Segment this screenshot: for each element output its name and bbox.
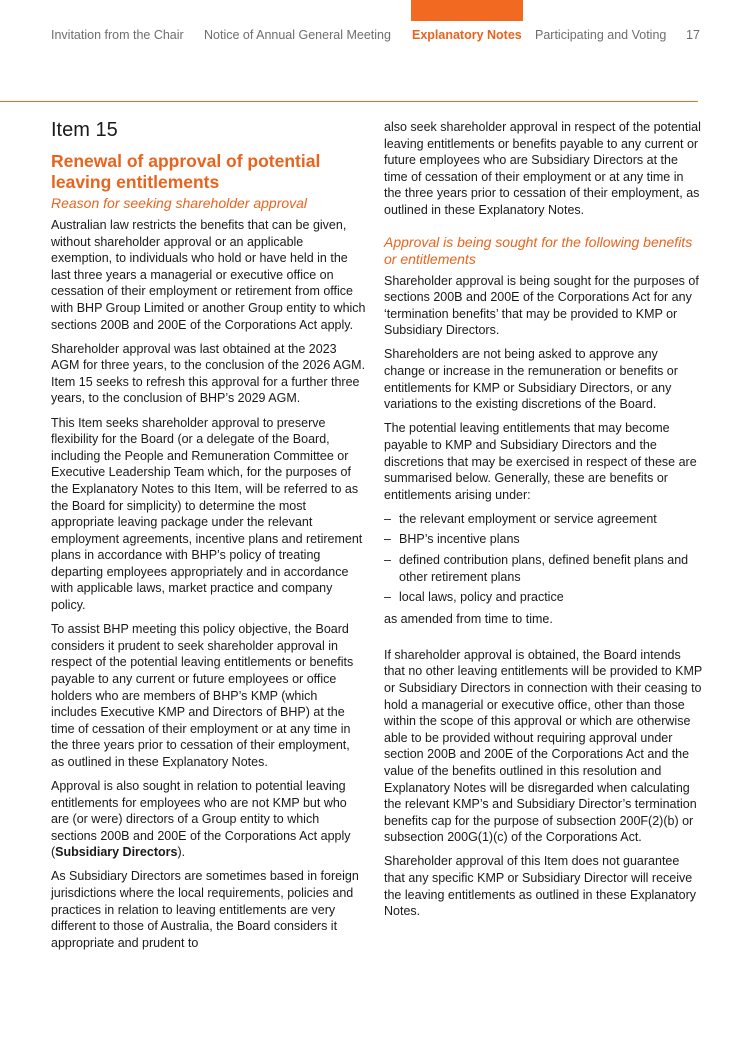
subheading-reason: Reason for seeking shareholder approval — [51, 195, 308, 211]
list-item: – the relevant employment or service agreement — [384, 511, 702, 528]
nav-link-explanatory-notes[interactable]: Explanatory Notes — [412, 28, 522, 42]
paragraph: Shareholder approval of this Item does not guarantee that any specific KMP or Subsidiary Director will receive the leaving entitlements as outlined in these Explanatory Notes. — [384, 854, 696, 919]
paragraph-text: Approval is also sought in relation to potential leaving entitlements for employees who are not KMP but who are (or were) directors of a Group entity to which sections 200B and 200E of the Corporations Act apply ( — [51, 779, 351, 860]
paragraph: Shareholders are not being asked to approve any change or increase in the remuneration or benefits or entitlements for KMP or Subsidiary Directors, or any variations to the existing discretions of the Board. — [384, 347, 678, 412]
list-item: – local laws, policy and practice — [384, 589, 702, 606]
nav-link-participating[interactable]: Participating and Voting — [535, 28, 667, 42]
active-tab-marker — [411, 0, 523, 21]
paragraph: If shareholder approval is obtained, the Board intends that no other leaving entitlements will be provided to KMP or Subsidiary Directors in connection with their ceasing to hold a managerial or executive office, other than those within the scope of this approval or which are otherwise able to be provided without requiring approval under section 200B and 200E of the Corporations Act and the value of the benefits outlined in this resolution and Explanatory Notes will be disregarded when calculating the relevant KMP’s and Subsidiary Director’s termination benefits cap for the purpose of subsection 200F(2)(b) or subsection 200G(1)(c) of the Corporations Act. — [384, 647, 703, 845]
list-item: – BHP’s incentive plans — [384, 531, 702, 548]
subheading-benefits: Approval is being sought for the following benefits or entitlements — [384, 233, 693, 267]
paragraph: To assist BHP meeting this policy objective, the Board considers it prudent to seek shareholder approval in respect of the potential leaving entitlements or benefits payable to any current or future employees or office holders who are members of BHP’s KMP (which includes Executive KMP and Directors of BHP) at the time of cessation of their employment or at any time in the three years prior to cessation of their employment, as outlined in these Explanatory Notes. — [51, 622, 354, 769]
nav-link-invitation[interactable]: Invitation from the Chair — [51, 28, 184, 42]
paragraph: As Subsidiary Directors are sometimes based in foreign jurisdictions where the local requirements, policies and practices in relation to leaving entitlements are very different to those of Australia, the Board considers it appropriate and prudent to — [51, 869, 359, 950]
list-item: – defined contribution plans, defined benefit plans and other retirement plans — [384, 552, 702, 585]
paragraph: Shareholder approval was last obtained at the 2023 AGM for three years, to the conclusion of the 2026 AGM. Item 15 seeks to refresh this approval for a further three years, to the conclusion of BHP’s 2029 AGM. — [51, 341, 366, 406]
paragraph: The potential leaving entitlements that may become payable to KMP and Subsidiary Directors and the discretions that may be exercised in respect of these are summarised below. Generally, these are benefits or entitlements arising under: — [384, 421, 697, 502]
paragraph: Shareholder approval is being sought for the purposes of sections 200B and 200E of the Corporations Act for any ‘termination benefits’ that may be provided to KMP or Subsidiary Directors. — [384, 273, 699, 338]
paragraph: as amended from time to time. — [384, 611, 553, 626]
section-heading: Renewal of approval of potential leaving entitlements — [51, 151, 321, 192]
header-divider — [0, 101, 698, 102]
paragraph-text: ). — [177, 845, 186, 860]
paragraph: This Item seeks shareholder approval to preserve flexibility for the Board (or a delegate of the Board, including the People and Remuneration Committee or Executive Leadership Team which, for the purposes of the Explanatory Notes to this Item, will be referred to as the Board for simplicity) to determine the most appropriate leaving package under the relevant employment agreements, incentive plans and retirement plans in accordance with BHP’s policy of treating departing employees appropriately and in accordance with applicable laws, market practice and company policy. — [51, 415, 363, 613]
item-title: Item 15 — [51, 119, 118, 141]
spacer — [384, 635, 702, 647]
top-navigation — [0, 0, 748, 40]
left-column — [51, 118, 366, 959]
nav-link-notice[interactable]: Notice of Annual General Meeting — [204, 28, 391, 42]
defined-term: Subsidiary Directors — [55, 845, 178, 860]
entitlements-list — [384, 511, 702, 606]
paragraph: Australian law restricts the benefits that can be given, without shareholder approval or an applicable exemption, to individuals who hold or have held in the last three years a managerial or executive office on cessation of their employment or retirement from office with BHP Group Limited or another Group entity to which sections 200B and 200E of the Corporations Act apply. — [51, 218, 366, 332]
paragraph — [51, 778, 366, 861]
page-number: 17 — [686, 28, 700, 42]
right-column — [384, 119, 702, 927]
paragraph: also seek shareholder approval in respect of the potential leaving entitlements or benefits payable to any current or future employees who are Subsidiary Directors at the time of cessation of their employment or at any time in the three years prior to cessation of their employment, as outlined in these Explanatory Notes. — [384, 120, 701, 217]
